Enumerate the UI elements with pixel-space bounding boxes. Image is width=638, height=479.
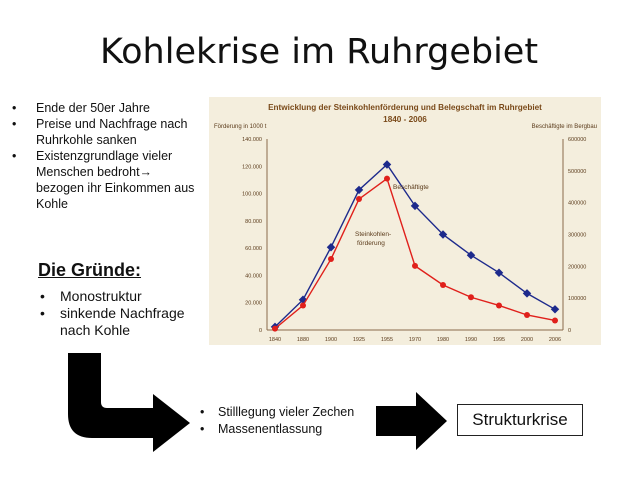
data-point-beschaeftigte bbox=[551, 305, 559, 313]
right-tick-label: 100000 bbox=[568, 296, 587, 303]
left-tick-label: 0 bbox=[258, 328, 262, 334]
right-tick-label: 0 bbox=[568, 328, 572, 334]
data-point-beschaeftigte bbox=[327, 243, 335, 251]
consequence-item: • Stilllegung vieler Zechen bbox=[198, 404, 388, 421]
data-point-foerderung bbox=[328, 256, 334, 262]
data-point-foerderung bbox=[272, 326, 278, 332]
x-tick-label: 1995 bbox=[492, 337, 506, 343]
right-arrow-icon: → bbox=[139, 165, 153, 179]
chart-svg bbox=[209, 97, 601, 345]
chart-title: Entwicklung der Steinkohlenförderung und Belegschaft im Ruhrgebiet bbox=[268, 103, 542, 112]
left-axis-label: Förderung in 1000 t bbox=[214, 124, 267, 130]
x-tick-label: 1955 bbox=[380, 337, 394, 343]
intro-bullet-continuation: bezogen ihr Einkommen aus Kohle bbox=[36, 181, 195, 211]
series-line-foerderung bbox=[275, 179, 555, 329]
data-point-foerderung bbox=[384, 176, 390, 182]
reason-item: • sinkende Nachfrage nach Kohle bbox=[38, 305, 208, 339]
coal-chart bbox=[209, 97, 601, 345]
data-point-foerderung bbox=[496, 302, 502, 308]
x-tick-label: 2000 bbox=[520, 337, 534, 343]
consequences-list bbox=[198, 404, 388, 438]
left-tick-label: 20.000 bbox=[245, 300, 262, 307]
left-tick-label: 40.000 bbox=[245, 273, 262, 280]
data-point-foerderung bbox=[300, 302, 306, 308]
left-tick-label: 80.000 bbox=[245, 218, 262, 225]
x-tick-label: 1990 bbox=[464, 337, 478, 343]
x-tick-label: 1840 bbox=[268, 337, 282, 343]
intro-bullet: • Ende der 50er Jahre bbox=[8, 100, 208, 116]
left-tick-label: 100.000 bbox=[242, 191, 262, 198]
red-series-label-line1: Steinkohlen- bbox=[355, 231, 392, 238]
right-tick-label: 500000 bbox=[568, 168, 587, 175]
data-point-foerderung bbox=[440, 282, 446, 288]
x-tick-label: 2006 bbox=[548, 337, 562, 343]
reason-item: • Monostruktur bbox=[38, 288, 208, 305]
data-point-foerderung bbox=[524, 312, 530, 318]
right-tick-label: 200000 bbox=[568, 264, 587, 271]
x-tick-label: 1970 bbox=[408, 337, 422, 343]
right-tick-label: 300000 bbox=[568, 232, 587, 239]
consequence-item: • Massenentlassung bbox=[198, 421, 388, 438]
slide-title: Kohlekrise im Ruhrgebiet bbox=[99, 32, 539, 72]
reasons-heading: Die Gründe: bbox=[38, 260, 142, 280]
intro-bullet: • Preise und Nachfrage nach Ruhrkohle sanken bbox=[8, 116, 208, 148]
data-point-foerderung bbox=[552, 317, 558, 323]
right-axis-label: Beschäftigte im Bergbau bbox=[531, 124, 597, 130]
right-tick-label: 600000 bbox=[568, 137, 587, 143]
blue-series-label: Beschäftigte bbox=[393, 184, 429, 191]
left-tick-label: 60.000 bbox=[245, 246, 262, 253]
data-point-foerderung bbox=[412, 263, 418, 269]
result-box: Strukturkrise bbox=[457, 404, 583, 436]
x-tick-label: 1880 bbox=[296, 337, 310, 343]
x-tick-label: 1980 bbox=[436, 337, 450, 343]
right-tick-label: 400000 bbox=[568, 200, 587, 207]
red-series-label-line2: förderung bbox=[357, 240, 385, 247]
intro-bullet-text: Existenzgrundlage vieler Menschen bedroht bbox=[36, 149, 173, 179]
left-tick-label: 120.000 bbox=[242, 164, 262, 171]
x-tick-label: 1925 bbox=[352, 337, 366, 343]
chart-subtitle: 1840 - 2006 bbox=[383, 115, 427, 124]
x-tick-label: 1900 bbox=[324, 337, 338, 343]
data-point-foerderung bbox=[356, 196, 362, 202]
data-point-foerderung bbox=[468, 294, 474, 300]
left-tick-label: 140.000 bbox=[242, 137, 262, 143]
bend-arrow-icon bbox=[68, 353, 190, 452]
